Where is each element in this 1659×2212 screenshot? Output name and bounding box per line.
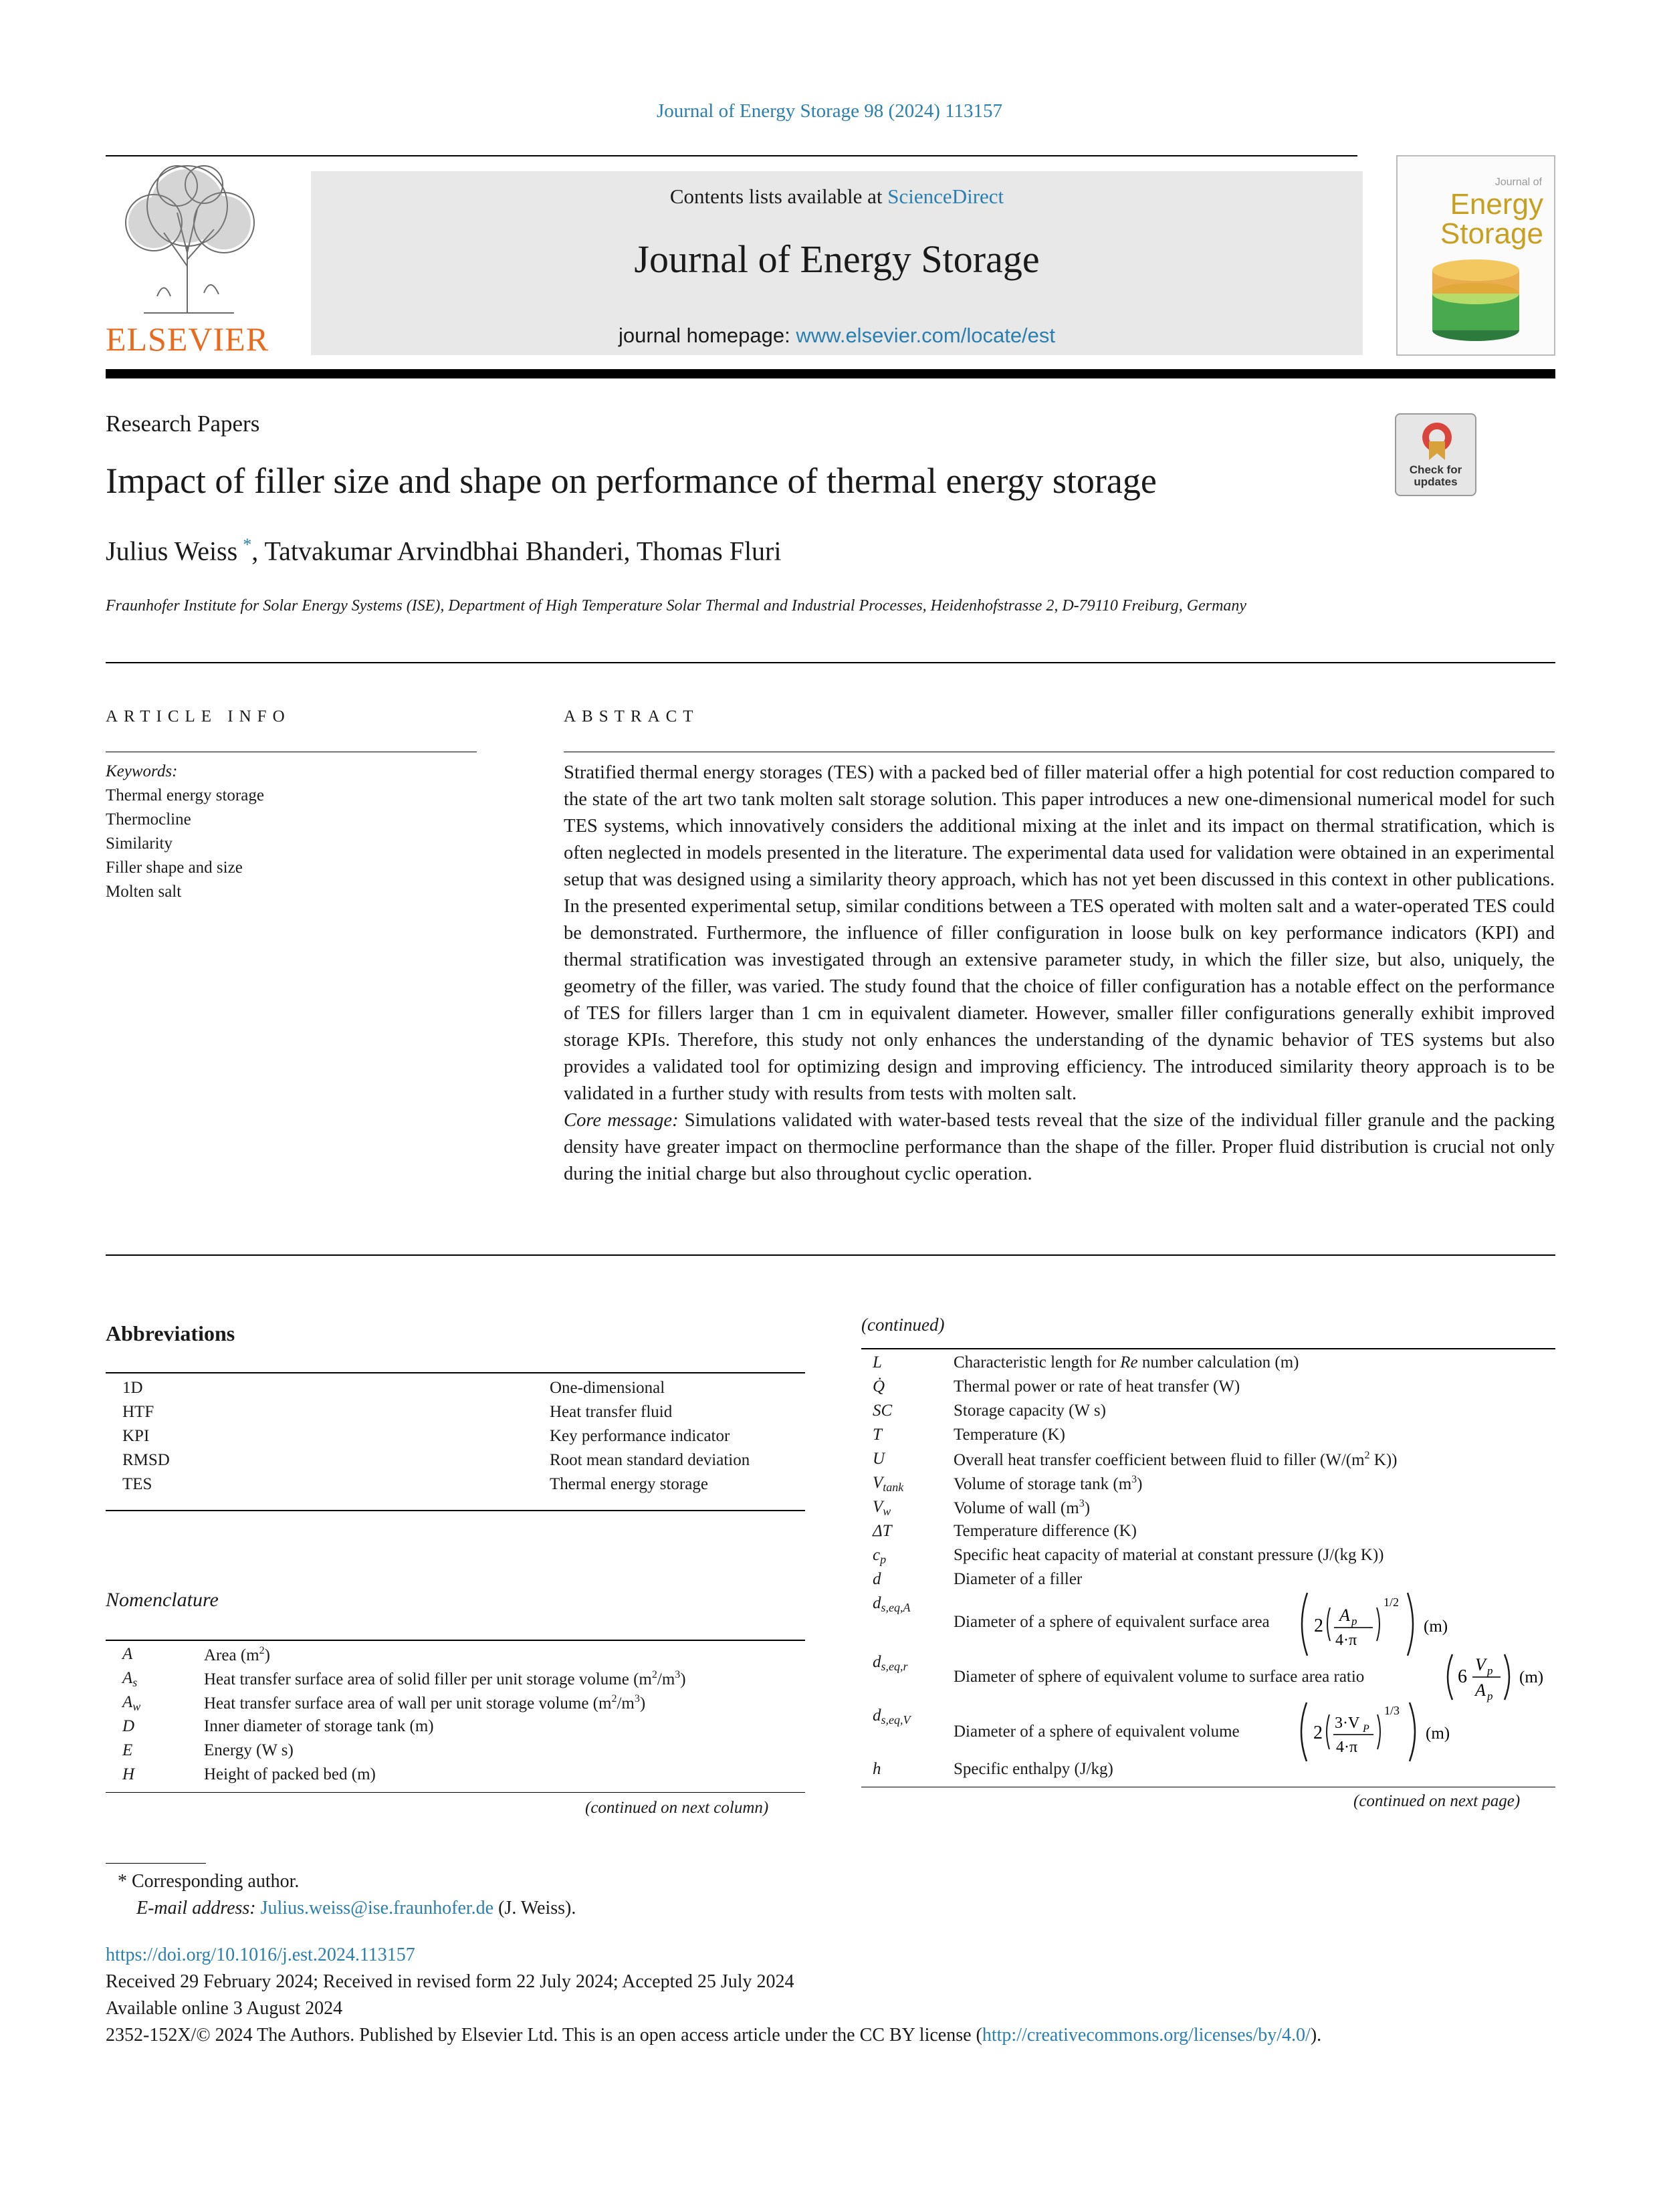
formula-numerator-sub: P bbox=[1363, 1723, 1369, 1735]
formula-denominator: 4·π bbox=[1335, 1632, 1357, 1649]
abbrev-term: 1D bbox=[122, 1379, 143, 1397]
nomen-symbol: D bbox=[122, 1717, 135, 1735]
nomen-definition: Volume of storage tank $(m^3)$ bbox=[954, 1474, 1143, 1493]
elsevier-tree-icon bbox=[104, 152, 271, 320]
nomen-definition: Storage capacity (W s) bbox=[954, 1402, 1106, 1420]
article-section: Research Papers bbox=[106, 411, 260, 437]
cover-line1: Journal of bbox=[1495, 177, 1542, 188]
abbrev-bottom-rule bbox=[106, 1510, 805, 1511]
formula-numerator-sub: p bbox=[1487, 1664, 1493, 1677]
formula-numerator-sub: p bbox=[1351, 1615, 1357, 1628]
article-title: Impact of filler size and shape on performance of thermal energy storage bbox=[106, 461, 1157, 501]
journal-reference[interactable]: Journal of Energy Storage 98 (2024) 113157 bbox=[656, 100, 1003, 122]
keyword-item: Filler shape and size bbox=[106, 859, 243, 877]
header-bottom-rule bbox=[106, 369, 1555, 378]
nomen-definition: Area $(m^2)$ bbox=[204, 1645, 270, 1664]
nomen-symbol: $V_{tank}$ bbox=[873, 1474, 904, 1494]
nomen-symbol: SC bbox=[873, 1402, 893, 1420]
nomen-definition: Specific heat capacity of material at constant pressure (J/(kg K)) bbox=[954, 1546, 1384, 1564]
abbrev-definition: Thermal energy storage bbox=[550, 1475, 708, 1493]
formula-numerator: V bbox=[1475, 1655, 1486, 1674]
contents-prefix: Contents lists available at bbox=[669, 185, 888, 208]
elsevier-wordmark: ELSEVIER bbox=[105, 320, 269, 358]
nomen-left-bottom-rule bbox=[106, 1792, 805, 1793]
nomen-symbol: T bbox=[873, 1426, 882, 1444]
nomenclature-heading: Nomenclature bbox=[106, 1589, 219, 1611]
nomen-symbol: $d_{s,eq,r}$ bbox=[873, 1653, 908, 1673]
license-tail: ). bbox=[1310, 2025, 1322, 2045]
keyword-item: Thermocline bbox=[106, 810, 191, 828]
available-online: Available online 3 August 2024 bbox=[106, 1998, 343, 2019]
nomen-symbol: A bbox=[122, 1645, 133, 1663]
core-message-label: Core message: bbox=[564, 1110, 679, 1131]
doi-link[interactable]: https://doi.org/10.1016/j.est.2024.113157 bbox=[106, 1945, 415, 1965]
continued-next-column: (continued on next column) bbox=[585, 1799, 769, 1817]
abstract-heading: ABSTRACT bbox=[564, 707, 699, 726]
nomen-symbol: d bbox=[873, 1570, 881, 1588]
check-for-updates-badge[interactable] bbox=[1395, 413, 1476, 496]
formula-unit: (m) bbox=[1426, 1725, 1450, 1743]
keywords-label: Keywords: bbox=[106, 762, 178, 780]
author-2[interactable]: Tatvakumar Arvindbhai Bhanderi bbox=[264, 536, 624, 566]
check-updates-text: Check for updates bbox=[1409, 463, 1462, 488]
nomen-definition: Diameter of a sphere of equivalent volume bbox=[954, 1723, 1240, 1741]
received-dates: Received 29 February 2024; Received in revised form 22 July 2024; Accepted 25 July 2024 bbox=[106, 1971, 794, 1992]
formula-exponent: 1/3 bbox=[1384, 1704, 1400, 1717]
footnote-rule bbox=[106, 1863, 206, 1864]
nomen-symbol: H bbox=[122, 1765, 135, 1783]
nomen-definition: Overall heat transfer coefficient between fluid to filler ($W/(m^2$ K)) bbox=[954, 1450, 1398, 1469]
formula-denominator: A bbox=[1475, 1680, 1486, 1700]
nomen-symbol: $V_w$ bbox=[873, 1498, 891, 1518]
nomen-symbol: $d_{s,eq,V}$ bbox=[873, 1706, 911, 1727]
abstract-bottom-rule bbox=[106, 1254, 1555, 1256]
formula-coef: 6 bbox=[1458, 1666, 1467, 1687]
license-line bbox=[106, 2025, 1321, 2046]
abbrev-term: HTF bbox=[122, 1403, 154, 1421]
formula-denominator-sub: p bbox=[1487, 1690, 1493, 1702]
formula-equivalent-surface bbox=[1299, 1587, 1460, 1664]
formula-numerator: 3·V bbox=[1335, 1715, 1360, 1732]
core-message bbox=[564, 1107, 1555, 1188]
nomen-symbol: h bbox=[873, 1760, 881, 1778]
journal-name: Journal of Energy Storage bbox=[634, 237, 1040, 281]
email-label: E-mail address: bbox=[136, 1898, 261, 1918]
formula-unit: (m) bbox=[1519, 1668, 1544, 1686]
abbrev-definition: Root mean standard deviation bbox=[550, 1451, 750, 1469]
nomen-symbol: Q̇ bbox=[873, 1377, 885, 1396]
elsevier-logo[interactable] bbox=[104, 152, 271, 358]
nomen-definition: Thermal power or rate of heat transfer (W) bbox=[954, 1377, 1240, 1396]
corresponding-author-note: * Corresponding author. bbox=[118, 1871, 300, 1892]
email-tail: (J. Weiss). bbox=[493, 1898, 576, 1918]
sciencedirect-link[interactable]: ScienceDirect bbox=[887, 185, 1004, 208]
nomen-symbol: $d_{s,eq,A}$ bbox=[873, 1594, 911, 1614]
nomen-definition: Heat transfer surface area of solid filler per unit storage volume $(m^2/m^3)$ bbox=[204, 1669, 686, 1688]
keyword-item: Similarity bbox=[106, 835, 173, 853]
abbrev-definition: Key performance indicator bbox=[550, 1427, 730, 1445]
nomen-definition: Characteristic length for Re number calculation (m) bbox=[954, 1353, 1299, 1371]
keyword-item: Thermal energy storage bbox=[106, 786, 264, 804]
cover-line3: Storage bbox=[1440, 217, 1543, 250]
formula-denominator: 4·π bbox=[1336, 1739, 1358, 1756]
nomen-symbol: U bbox=[873, 1450, 885, 1468]
email-line bbox=[136, 1898, 576, 1919]
nomen-right-top-rule bbox=[861, 1348, 1555, 1349]
formula-exponent: 1/2 bbox=[1384, 1595, 1400, 1609]
nomen-symbol: $A_w$ bbox=[122, 1693, 141, 1713]
abbrev-term: TES bbox=[122, 1475, 152, 1493]
affiliation: Fraunhofer Institute for Solar Energy Systems (ISE), Department of High Temperature Solar Thermal and Industrial Processes, Heidenhofstrasse 2, D-79110 Freiburg, Germany bbox=[106, 597, 1247, 615]
nomen-definition: Diameter of a filler bbox=[954, 1570, 1083, 1588]
nomen-symbol: ΔT bbox=[873, 1522, 892, 1540]
cover-line2: Energy bbox=[1450, 188, 1543, 221]
cover-cylinder-icon bbox=[1426, 257, 1526, 344]
abbrev-term: KPI bbox=[122, 1427, 150, 1445]
license-link[interactable]: http://creativecommons.org/licenses/by/4.0/ bbox=[982, 2025, 1311, 2045]
keyword-item: Molten salt bbox=[106, 883, 182, 901]
nomen-definition: Heat transfer surface area of wall per unit storage volume $(m^2/m^3)$ bbox=[204, 1693, 646, 1712]
keywords-block bbox=[106, 760, 264, 904]
author-3[interactable]: Thomas Fluri bbox=[636, 536, 782, 566]
nomen-definition: Temperature difference (K) bbox=[954, 1522, 1137, 1540]
nomen-definition: Diameter of a sphere of equivalent surface area bbox=[954, 1613, 1270, 1631]
core-message-text: Simulations validated with water-based tests reveal that the size of the individual filler granule and the packing density have greater impact on thermocline performance than the shape of the filler. Proper fluid distribution is crucial not only during the initial charge but also throughout cyclic operation. bbox=[564, 1110, 1555, 1184]
abbrev-definition: One-dimensional bbox=[550, 1379, 665, 1397]
formula-coef: 2 bbox=[1314, 1616, 1323, 1636]
nomen-top-rule bbox=[106, 1640, 805, 1641]
nomen-definition: Height of packed bed (m) bbox=[204, 1765, 376, 1783]
abbrev-term: RMSD bbox=[122, 1451, 170, 1469]
nomen-definition: Diameter of sphere of equivalent volume to surface area ratio bbox=[954, 1668, 1365, 1686]
abstract-body bbox=[564, 760, 1555, 1188]
journal-header-banner bbox=[311, 171, 1363, 355]
nomen-symbol: $c_p$ bbox=[873, 1546, 887, 1566]
journal-cover[interactable] bbox=[1396, 155, 1555, 356]
homepage-line bbox=[311, 324, 1363, 348]
nomen-definition: Volume of wall $(m^3)$ bbox=[954, 1498, 1091, 1517]
nomen-symbol: L bbox=[873, 1353, 882, 1371]
article-info-heading: ARTICLE INFO bbox=[106, 707, 291, 726]
header-top-rule bbox=[106, 155, 1357, 156]
abbrev-definition: Heat transfer fluid bbox=[550, 1403, 673, 1421]
nomen-definition: Energy (W s) bbox=[204, 1741, 294, 1759]
author-1[interactable]: Julius Weiss bbox=[106, 536, 238, 566]
cover-title bbox=[1440, 190, 1543, 249]
contents-line bbox=[311, 185, 1363, 209]
nomen-definition: Inner diameter of storage tank (m) bbox=[204, 1717, 434, 1735]
nomen-definition: Specific enthalpy (J/kg) bbox=[954, 1760, 1113, 1778]
author-list: Julius Weiss *, Tatvakumar Arvindbhai Bhanderi, Thomas Fluri bbox=[106, 535, 782, 566]
nomen-symbol: $A_s$ bbox=[122, 1669, 138, 1689]
formula-numerator: A bbox=[1339, 1606, 1350, 1625]
abstract-text: Stratified thermal energy storages (TES) with a packed bed of filler material offer a high potential for cost reduction compared to the state of the art two tank molten salt storage solution. This paper introduces a new one-dimensional numerical model for such TES systems, which innovatively considers the additional mixing at the inlet and its impact on thermal stratification, which is often neglected in models presented in the literature. The experimental data used for validation were obtained in an experimental setup that was designed using a similarity theory approach, which has not yet been discussed in this context in other publications. In the presented experimental setup, similar conditions between a TES operated with molten salt and a water-operated TES could be demonstrated. Furthermore, the influence of filler configuration in loose bulk on key performance indicators (KPI) and thermal stratification was investigated through an extensive parameter study, in which the filler size, but also, uniquely, the geometry of the filler, was varied. The study found that the choice of filler configuration has a notable effect on the performance of TES for fillers larger than 1 cm in equivalent diameter. However, smaller filler configurations generally exhibit improved storage KPIs. Therefore, this study not only enhances the understanding of the dynamic behavior of TES systems but also provides a validated tool for optimizing design and improving efficiency. The introduced similarity theory approach is to be validated in a further study with results from tests with molten salt. bbox=[564, 762, 1555, 1104]
formula-unit: (m) bbox=[1424, 1618, 1448, 1636]
abbreviations-heading: Abbreviations bbox=[106, 1321, 235, 1345]
nomen-definition: Temperature (K) bbox=[954, 1426, 1065, 1444]
homepage-prefix: journal homepage: bbox=[618, 324, 796, 347]
formula-coef: 2 bbox=[1313, 1723, 1323, 1743]
affiliation-rule bbox=[106, 662, 1555, 663]
license-prefix: 2352-152X/© 2024 The Authors. Published by Elsevier Ltd. This is an open access article under the CC BY license ( bbox=[106, 2025, 982, 2045]
corresponding-mark[interactable]: * bbox=[243, 535, 252, 554]
abbrev-top-rule bbox=[106, 1372, 805, 1373]
nomen-symbol: E bbox=[122, 1741, 133, 1759]
continued-label: (continued) bbox=[861, 1315, 945, 1335]
continued-next-page: (continued on next page) bbox=[1353, 1792, 1521, 1810]
bookmark-icon bbox=[1420, 421, 1454, 461]
email-link[interactable]: Julius.weiss@ise.fraunhofer.de bbox=[260, 1898, 494, 1918]
formula-equivalent-volume bbox=[1299, 1698, 1472, 1769]
homepage-link[interactable]: www.elsevier.com/locate/est bbox=[796, 324, 1056, 347]
